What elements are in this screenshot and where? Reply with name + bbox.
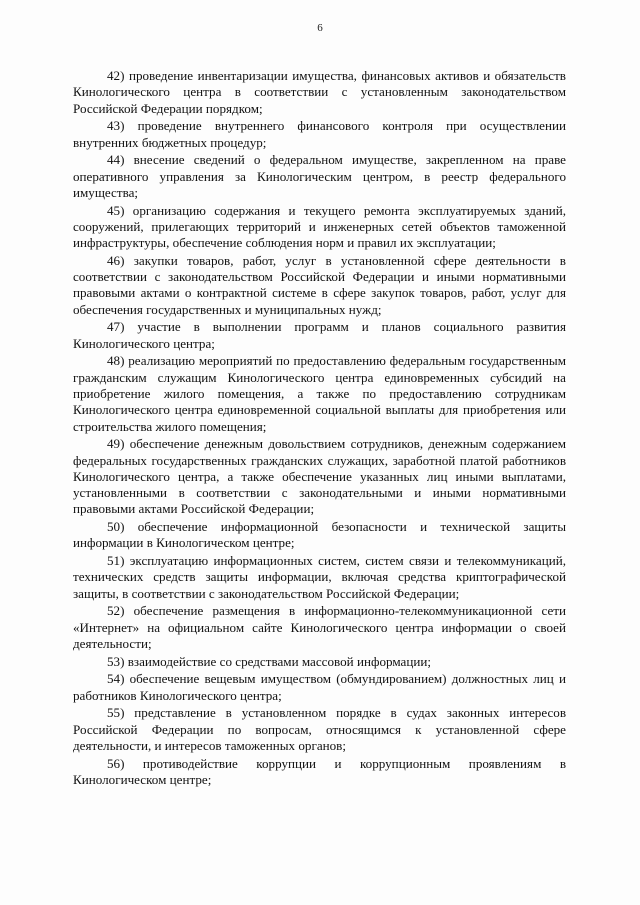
list-item: 49) обеспечение денежным довольствием сотрудников, денежным содержанием федеральных государственных гражданских служащих, заработной платой работников Кинологического центра, а также обеспечение указанных лиц иными выплатами, установленными в соответствии с законодательными и иными нормативными правовыми актами Российской Федерации; <box>73 436 566 517</box>
list-item: 53) взаимодействие со средствами массовой информации; <box>107 653 432 669</box>
list-item: 56) противодействие коррупции и коррупционным проявлениям в Кинологическом центре; <box>73 755 566 787</box>
list-item: 50) обеспечение информационной безопасности и технической защиты информации в Кинологическом центре; <box>73 519 566 551</box>
list-item: 51) эксплуатацию информационных систем, систем связи и телекоммуникаций, технических средств защиты информации, включая средства криптографической защиты, в соответствии с законодательством Российской Федерации; <box>73 553 566 601</box>
list-item: 52) обеспечение размещения в информационно-телекоммуникационной сети «Интернет» на официальном сайте Кинологического центра информации о своей деятельности; <box>73 603 566 651</box>
list-item: 43) проведение внутреннего финансового контроля при осуществлении внутренних бюджетных процедур; <box>73 118 566 150</box>
document-body <box>73 68 566 790</box>
list-item: 55) представление в установленном порядке в судах законных интересов Российской Федерации по вопросам, относящимся к установленной сфере деятельности, и интересов таможенных органов; <box>73 705 566 753</box>
list-item: 46) закупки товаров, работ, услуг в установленной сфере деятельности в соответствии с законодательством Российской Федерации и иными нормативными правовыми актами о контрактной системе в сфере закупок товаров, работ, услуг для обеспечения государственных и муниципальных нужд; <box>73 252 566 317</box>
list-item: 47) участие в выполнении программ и планов социального развития Кинологического центра; <box>73 319 566 351</box>
list-item: 42) проведение инвентаризации имущества, финансовых активов и обязательств Кинологического центра в соответствии с установленным законодательством Российской Федерации порядком; <box>73 68 566 116</box>
list-item: 54) обеспечение вещевым имуществом (обмундированием) должностных лиц и работников Кинологического центра; <box>73 671 566 703</box>
list-item: 45) организацию содержания и текущего ремонта эксплуатируемых зданий, сооружений, прилегающих территорий и инженерных сетей объектов таможенной инфраструктуры, обеспечение соблюдения норм и правил их эксплуатации; <box>73 202 566 251</box>
list-item: 44) внесение сведений о федеральном имуществе, закрепленном на праве оперативного управления за Кинологическим центром, в реестр федерального имущества; <box>73 152 566 200</box>
page-number: 6 <box>317 22 323 34</box>
list-item: 48) реализацию мероприятий по предоставлению федеральным государственным гражданским служащим Кинологического центра единовременных субсидий на приобретение жилого помещения, а также по предоставлению сотрудникам Кинологического центра единовременной социальной выплаты для приобретения или строительства жилого помещения; <box>73 353 566 434</box>
